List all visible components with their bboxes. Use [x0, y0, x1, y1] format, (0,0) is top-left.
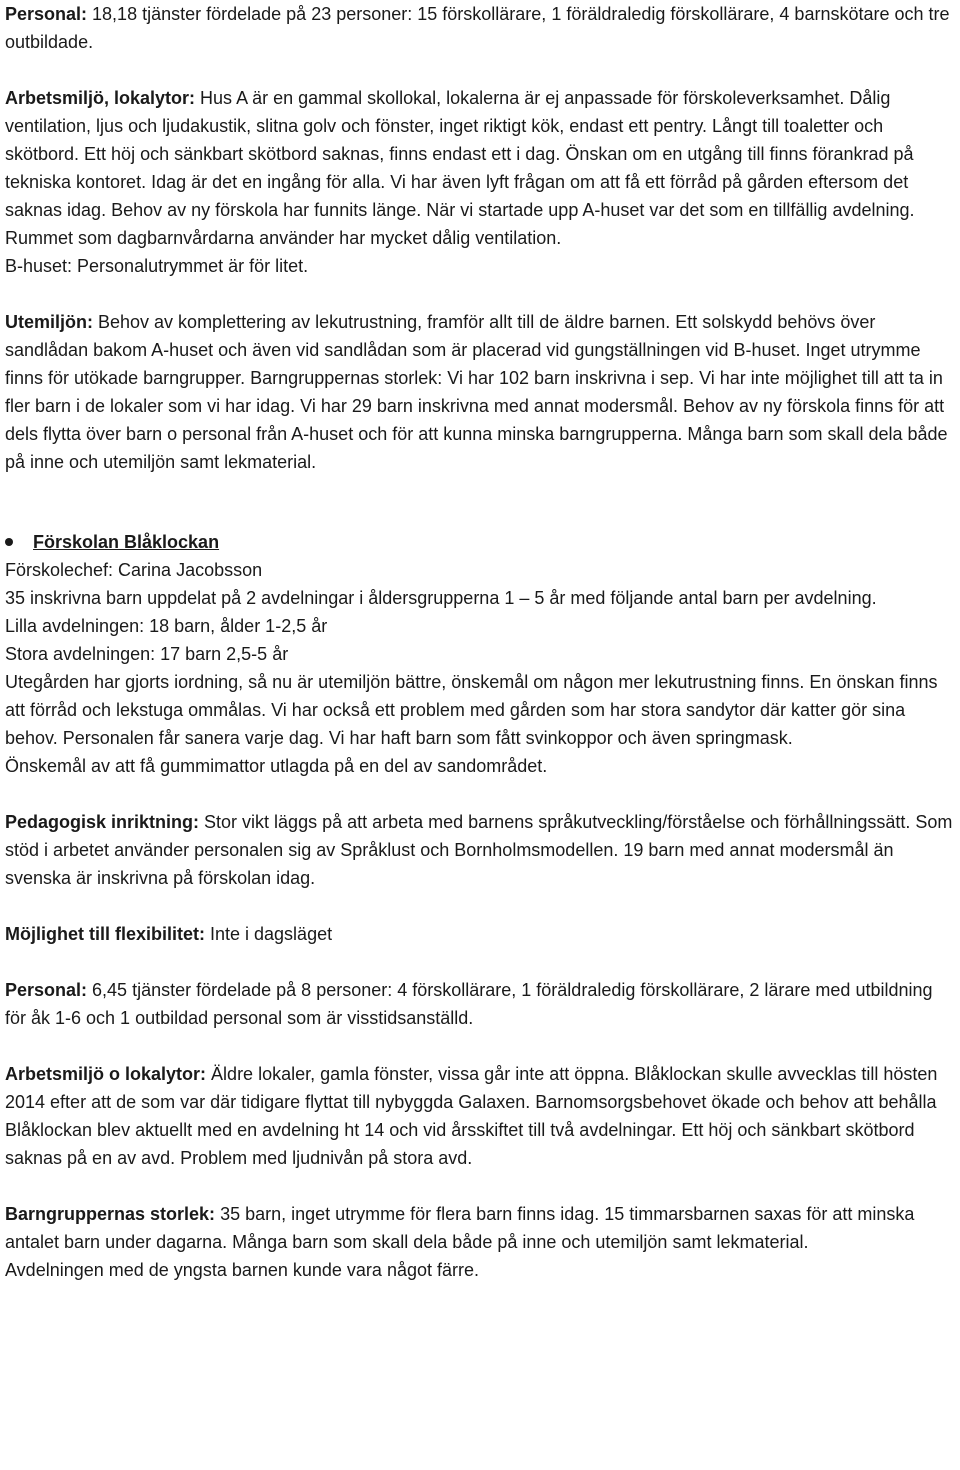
arbetsmiljo2-text: Äldre lokaler, gamla fönster, vissa går inte att öppna. Blåklockan skulle avvecklas till hösten 2014 efter att de som var där tidigare flyttat till nybyggda Galaxen. Barnomsorgsbehovet ökade och behov att behålla Blåklockan blev aktuellt med en avdelning ht 14 och vid årsskiftet till två avdelningar. Ett höj och sänkbart skötbord saknas på en av avd. Problem med ljudnivån på stora avd.: [5, 1064, 938, 1168]
spacer: [5, 56, 957, 84]
flexibilitet-text: Inte i dagsläget: [205, 924, 333, 944]
spacer: [5, 780, 957, 808]
section-heading-blaklockan: [5, 528, 957, 556]
personal2-label: Personal:: [5, 980, 88, 1000]
onskemal-line: Önskemål av att få gummimattor utlagda på en del av sandområdet.: [5, 756, 548, 776]
pedagogisk-label: Pedagogisk inriktning:: [5, 812, 200, 832]
personal2-paragraph: [5, 976, 957, 1032]
inskrivna-paragraph: 35 inskrivna barn uppdelat på 2 avdelningar i åldersgrupperna 1 – 5 år med följande antal barn per avdelning.: [5, 588, 877, 608]
spacer: [5, 476, 957, 528]
arbetsmiljo-text: Hus A är en gammal skollokal, lokalerna är ej anpassade för förskoleverksamhet. Dålig ventilation, ljus och ljudakustik, slitna golv och fönster, inget riktigt kök, endast ett pentry. Långt till toaletter och skötbord. Ett höj och sänkbart skötbord saknas, finns endast ett i dag. Önskan om en utgång till finns förankrad på tekniska kontoret. Idag är det en ingång för alla. Vi har även lyft frågan om att få ett förråd på gården eftersom det saknas idag. Behov av ny förskola har funnits länge. När vi startade upp A-huset var det som en tillfällig avdelning.: [5, 88, 915, 220]
flexibilitet-label: Möjlighet till flexibilitet:: [5, 924, 205, 944]
arbetsmiljo-label: Arbetsmiljö, lokalytor:: [5, 88, 196, 108]
bhuset-line: B-huset: Personalutrymmet är för litet.: [5, 256, 309, 276]
arbetsmiljo-paragraph: [5, 84, 957, 224]
utemiljo-text: Behov av komplettering av lekutrustning, framför allt till de äldre barnen. Ett solskydd behövs över sandlådan bakom A-huset och även vid sandlådan som är placerad vid gungställningen vid B-huset. Inget utrymme finns för utökade barngrupper. Barngruppernas storlek: Vi har 102 barn inskrivna i sep. Vi har inte möjlighet till att ta in fler barn i de lokaler som vi har idag. Vi har 29 barn inskrivna med annat modersmål. Behov av ny förskola finns för att dels flytta över barn o personal från A-huset och för att kunna minska barngrupperna. Många barn som skall dela både på inne och utemiljön samt lekmaterial.: [5, 312, 948, 472]
barngrupp-paragraph: [5, 1200, 957, 1256]
arbetsmiljo2-paragraph: [5, 1060, 957, 1172]
spacer: [5, 280, 957, 308]
spacer: [5, 1172, 957, 1200]
utemiljo-paragraph: [5, 308, 957, 476]
barngrupp-label: Barngruppernas storlek:: [5, 1204, 216, 1224]
chef-line: Förskolechef: Carina Jacobsson: [5, 560, 263, 580]
personal2-text: 6,45 tjänster fördelade på 8 personer: 4 förskollärare, 1 föräldraledig förskollärare, 2 lärare med utbildning för åk 1-6 och 1 outbildad personal som är visstidsanställd.: [5, 980, 933, 1028]
personal-text: 18,18 tjänster fördelade på 23 personer: 15 förskollärare, 1 föräldraledig förskollärare, 4 barnskötare och tre outbildade.: [5, 4, 950, 52]
pedagogisk-paragraph: [5, 808, 957, 892]
barngrupp-text: 35 barn, inget utrymme för flera barn finns idag. 15 timmarsbarnen saxas för att minska antalet barn under dagarna. Många barn som skall dela både på inne och utemiljön samt lekmaterial.: [5, 1204, 915, 1252]
utegarden-paragraph: Utegården har gjorts iordning, så nu är utemiljön bättre, önskemål om någon mer lekutrustning finns. En önskan finns att förråd och lekstuga ommålas. Vi har också ett problem med gården som har stora sandytor där katter gör sina behov. Personalen får sanera varje dag. Vi har haft barn som fått svinkoppor och även springmask.: [5, 672, 938, 748]
document-page: [5, 0, 957, 1284]
spacer: [5, 948, 957, 976]
pedagogisk-text: Stor vikt läggs på att arbeta med barnens språkutveckling/förståelse och förhållningssätt. Som stöd i arbetet använder personalen sig av Språklust och Bornholmsmodellen. 19 barn med annat modersmål än svenska är inskrivna på förskolan idag.: [5, 812, 953, 888]
spacer: [5, 1032, 957, 1060]
rummet-line: Rummet som dagbarnvårdarna använder har mycket dålig ventilation.: [5, 228, 562, 248]
flexibilitet-line: [5, 920, 957, 948]
utemiljo-label: Utemiljön:: [5, 312, 93, 332]
arbetsmiljo2-label: Arbetsmiljö o lokalytor:: [5, 1064, 207, 1084]
lilla-line: Lilla avdelningen: 18 barn, ålder 1-2,5 år: [5, 616, 328, 636]
spacer: [5, 892, 957, 920]
avdelningen-line: Avdelningen med de yngsta barnen kunde vara något färre.: [5, 1260, 479, 1280]
stora-line: Stora avdelningen: 17 barn 2,5-5 år: [5, 644, 289, 664]
bullet-icon: [5, 538, 13, 546]
personal-paragraph: [5, 0, 957, 56]
personal-label: Personal:: [5, 4, 88, 24]
section-title: Förskolan Blåklockan: [33, 532, 220, 552]
